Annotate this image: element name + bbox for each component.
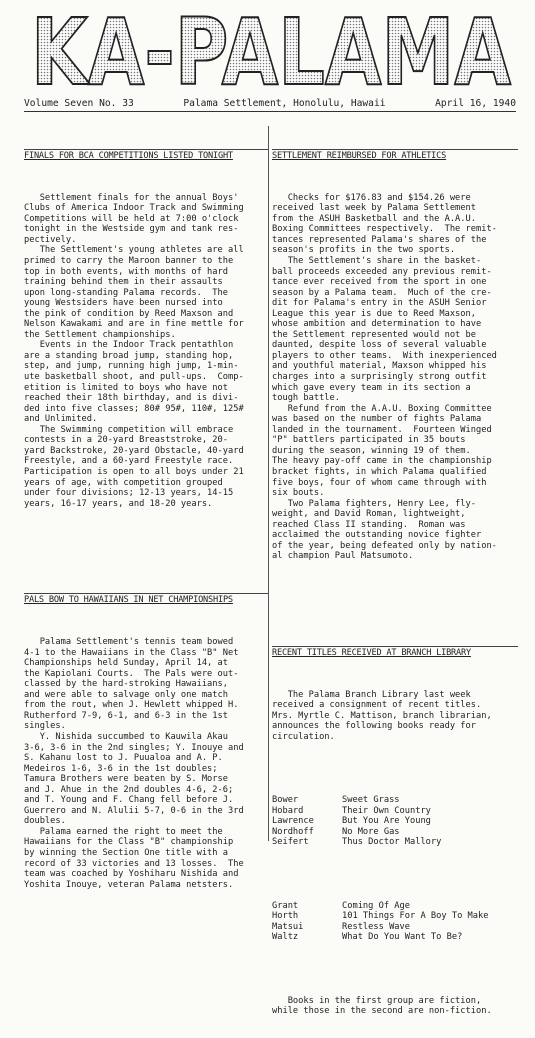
fiction-book-list [272,795,518,848]
book-author: Grant [272,900,299,911]
book-author: Seifert [272,837,309,848]
article-bca-finals: Settlement finals for the annual Boys' Clubs of America Indoor Track and Swimming Competitions will be held at 7:00 o'clock tonight in the Westside gym and tank res- pectively. The Settlement's young athletes are all primed to carry the Maroon banner to the top in both events, with months of hard training behind them in their assaults upon long-standing Palama records. The young Westsiders have been nursed into the pink of condition by Reed Maxson and Nelson Kawakami and are in fine mettle for the Settlement championships. Events in the Indoor Track pentathlon are a standing broad jump, standing hop, step, and jump, running high jump, 1-min- ute basketball shoot, and pull-ups. Comp- etition is limited to boys who have not reached their 18th birthday, and is divi- ded into five classes; 80# 95#, 110#, 125# and Unlimited. The Swimming competition will embrace contests in a 20-yard Breaststroke, 20- yard Backstroke, 20-yard Obstacle, 40-yard Freestyle, and a 60-yard Freestyle race. Participation is open to all boys under 21 years of age, with competition grouped under four divisions; 12-13 years, 14-15 years, 16-17 years, and 18-20 years. [24,192,244,509]
book-title: Sweet Grass [342,795,400,806]
book-title: 101 Things For A Boy To Make [342,911,489,922]
book-author: Lawrence [272,816,314,827]
book-title: No More Gas [342,826,400,837]
book-title: Restless Wave [342,921,410,932]
column-divider [268,126,269,841]
masthead [28,8,515,94]
masthead-logo [28,8,515,94]
article-net-championships: Palama Settlement's tennis team bowed 4-1 to the Hawaiians in the Class "B" Net Championships held Sunday, April 14, at the Kapiolani Courts. The Pals were out- classed by the hard-stroking Hawaiians, and were able to salvage only one match from the rout, when J. Hewlett whipped H. Rutherford 7-9, 6-1, and 6-3 in the 1st singles. Y. Nishida succumbed to Kauwila Akau 3-6, 3-6 in the 2nd singles; Y. Inouye and S. Kahanu lost to J. Puualoa and A. P. Medeiros 1-6, 3-6 in the 1st doubles; Tamura Brothers were beaten by S. Morse and J. Ahue in the 2nd doubles 4-6, 2-6; and T. Young and F. Chang fell before J. Guerrero and N. Alulii 5-7, 0-6 in the 3rd doubles. Palama earned the right to meet the Hawaiians for the Class "B" championship by winning the Section One title with a record of 33 victories and 13 losses. The team was coached by Yoshiharu Nishida and Yoshita Inouye, veteran Palama netsters. [24,637,244,890]
article-branch-library-footer: Books in the first group are fiction, while those in the second are non-fiction. [272,995,492,1017]
headline-bca-finals: FINALS FOR BCA COMPETITIONS LISTED TONIGHT [24,149,268,162]
volume-number: Volume Seven No. 33 [24,98,134,109]
book-author: Hobard [272,805,304,816]
right-column [272,128,518,1038]
issue-date: April 16, 1940 [435,98,516,109]
book-title: Thus Doctor Mallory [342,837,442,848]
book-title: Their Own Country [342,805,431,816]
book-author: Horth [272,911,299,922]
book-author: Waltz [272,932,299,943]
headline-net-championships: PALS BOW TO HAWAIIANS IN NET CHAMPIONSHIPS [24,593,268,606]
book-title: What Do You Want To Be? [342,932,463,943]
book-author: Bower [272,795,299,806]
headline-athletics-reimbursed: SETTLEMENT REIMBURSED FOR ATHLETICS [272,149,518,162]
dateline [24,98,516,112]
masthead-title: KA-PALAMA [31,8,511,94]
headline-branch-library: RECENT TITLES RECEIVED AT BRANCH LIBRARY [272,646,518,659]
book-author: Matsui [272,921,304,932]
book-title: Coming Of Age [342,900,410,911]
nonfiction-book-list [272,901,518,943]
publication-place: Palama Settlement, Honolulu, Hawaii [183,98,386,109]
article-athletics-reimbursed: Checks for $176.83 and $154.26 were received last week by Palama Settlement from the ASUH Basketball and the A.A.U. Boxing Committees respectively. The remit- tances represented Palama's shares of the season's profits in the two sports. The Settlement's share in the basket- ball proceeds exceeded any previous remit- tance ever received from the sport in one season by a Palama team. Much of the cre- dit for Palama's entry in the ASUH Senior League this year is due to Reed Maxson, whose ambition and determination to have the Settlement represented would not be daunted, despite loss of several valuable players to other teams. With inexperienced and youthful material, Maxson whipped his charges into a surprisingly strong outfit which gave every team in its section a tough battle. Refund from the A.A.U. Boxing Committee was based on the number of fights Palama landed in the tournament. Fourteen Winged "P" battlers participated in 35 bouts during the season, winning 19 of them. The heavy pay-off came in the championship bracket fights, in which Palama qualified five boys, four of whom came through with six bouts. Two Palama fighters, Henry Lee, fly- weight, and David Roman, lightweight, reached Class II standing. Roman was acclaimed the outstanding novice fighter of the year, being defeated only by nation- al champion Paul Matsumoto. [272,192,497,562]
left-column [24,128,268,911]
article-branch-library-intro: The Palama Branch Library last week received a consignment of recent titles. Mrs. Myrtle C. Mattison, branch librarian, announces the following books ready for circulation. [272,689,492,742]
book-title: But You Are Young [342,816,431,827]
book-author: Nordhoff [272,826,314,837]
